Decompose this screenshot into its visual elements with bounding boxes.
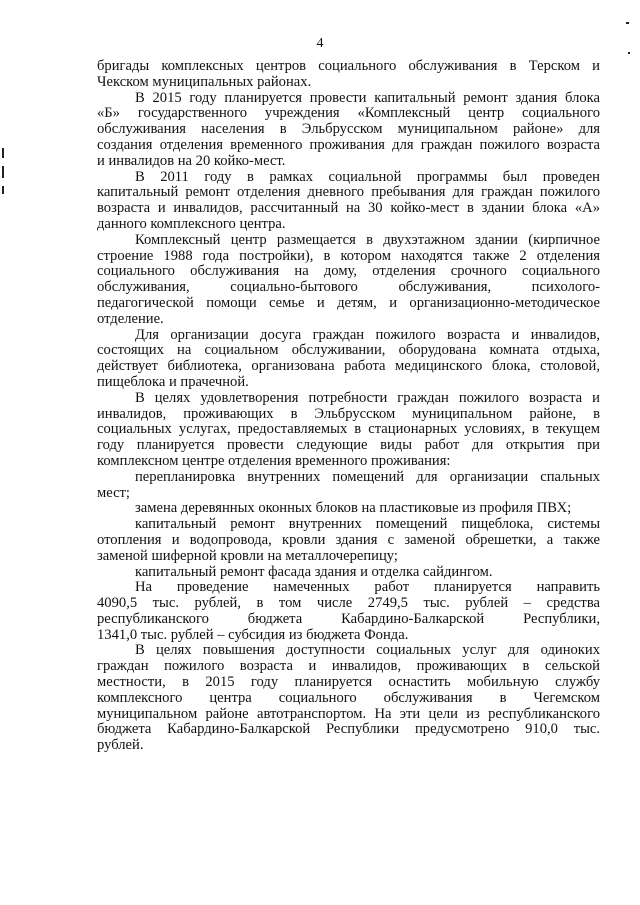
text-line: социального обслуживания на дому, отделения срочного социального <box>97 263 600 280</box>
text-line: замена деревянных оконных блоков на пластиковые из профиля ПВХ; <box>135 500 572 517</box>
text-line: состоящих на социальном обслуживании, оборудована комната отдыха, <box>97 342 600 359</box>
left-margin-mark-2 <box>2 166 4 178</box>
text-line: Для организации досуга граждан пожилого возраста и инвалидов, <box>135 326 600 343</box>
text-line: обслуживания населения в Эльбрусском муниципальном районе» для <box>97 121 600 138</box>
text-line: капитальный ремонт внутренних помещений пищеблока, системы <box>135 516 600 533</box>
text-line: перепланировка внутренних помещений для организации спальных <box>135 468 600 485</box>
text-line: рублей. <box>97 737 144 754</box>
text-line: На проведение намеченных работ планируется направить <box>135 579 600 596</box>
text-line: В целях повышения доступности социальных услуг для одиноких <box>135 642 600 659</box>
right-margin-mark-2 <box>628 52 630 54</box>
left-margin-mark-1 <box>2 148 4 158</box>
text-line: строение 1988 года постройки), в котором находятся также 2 отделения <box>97 247 600 264</box>
document-body <box>97 59 600 754</box>
text-line: заменой шиферной кровли на металлочерепицу; <box>97 547 398 564</box>
text-line: пищеблока и прачечной. <box>97 373 249 390</box>
left-margin-mark-3 <box>2 186 4 194</box>
page-number: 4 <box>316 36 324 51</box>
text-line: «Б» государственного учреждения «Комплексный центр социального <box>97 105 600 122</box>
text-line: капитальный ремонт отделения дневного пребывания для граждан пожилого <box>97 184 600 201</box>
text-line: комплексного центра социального обслуживания в Чегемском <box>97 689 600 706</box>
text-line: В 2015 году планируется провести капитальный ремонт здания блока <box>135 89 600 106</box>
text-line: комплексном центре отделения временного проживания: <box>97 452 451 469</box>
text-line: Комплексный центр размещается в двухэтажном здании (кирпичное <box>135 231 600 248</box>
text-line: бригады комплексных центров социального обслуживания в Терском и <box>97 58 600 74</box>
text-line: республиканского бюджета Кабардино-Балкарской Республики, <box>97 610 600 627</box>
text-line: возраста и инвалидов, рассчитанный на 30 койко-мест в здании блока «А» <box>97 200 600 217</box>
text-line: отделение. <box>97 310 164 327</box>
text-line: отопления и водопровода, кровли здания с заменой обрешетки, а также <box>97 531 600 548</box>
text-line: году планируется провести следующие виды работ для открытия при <box>97 437 600 454</box>
text-line: 1341,0 тыс. рублей – субсидия из бюджета Фонда. <box>97 626 409 643</box>
text-line: бюджета Кабардино-Балкарской Республики предусмотрено 910,0 тыс. <box>97 721 600 738</box>
text-line: создания отделения временного проживания для граждан пожилого возраста <box>97 136 600 153</box>
right-margin-mark-1 <box>626 22 629 24</box>
text-line: муниципальном районе автотранспортом. На эти цели из республиканского <box>97 705 600 722</box>
text-line: обслуживания, социально-бытового обслуживания, психолого- <box>97 279 600 296</box>
text-line: Чекском муниципальных районах. <box>97 73 312 90</box>
text-line: 4090,5 тыс. рублей, в том числе 2749,5 тыс. рублей – средства <box>97 595 600 612</box>
text-line: действует библиотека, организована работа медицинского блока, столовой, <box>97 358 600 375</box>
text-line: мест; <box>97 484 130 501</box>
text-line: В 2011 году в рамках социальной программы был проведен <box>135 168 600 185</box>
text-line: граждан пожилого возраста и инвалидов, проживающих в сельской <box>97 658 600 675</box>
text-line: социальных услугах, предоставляемых в стационарных условиях, в текущем <box>97 421 600 438</box>
text-line: педагогической помощи семье и детям, и организационно-методическое <box>97 294 600 311</box>
text-line: В целях удовлетворения потребности граждан пожилого возраста и <box>135 389 600 406</box>
text-line: местности, в 2015 году планируется оснастить мобильную службу <box>97 674 600 691</box>
text-line: капитальный ремонт фасада здания и отделка сайдингом. <box>135 563 493 580</box>
text-line: данного комплексного центра. <box>97 215 286 232</box>
text-line: и инвалидов на 20 койко-мест. <box>97 152 286 169</box>
text-line: инвалидов, проживающих в Эльбрусском муниципальном районе, в <box>97 405 600 422</box>
